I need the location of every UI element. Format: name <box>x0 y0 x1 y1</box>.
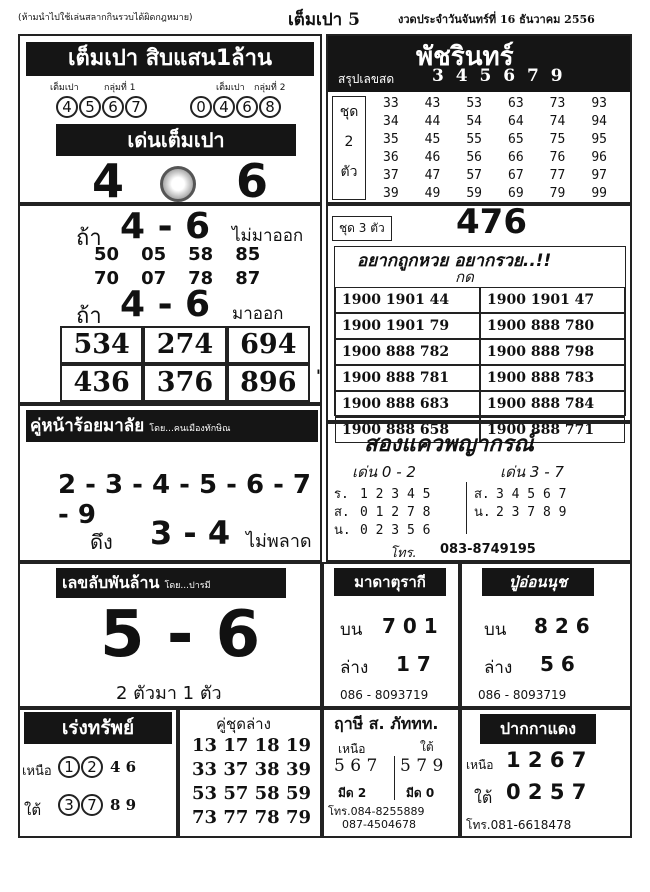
grid-number: 94 <box>591 114 607 129</box>
combo-2: 4 - 6 <box>120 284 211 325</box>
pairs-row: 33 37 38 39 <box>192 759 311 780</box>
phach-side <box>332 96 366 200</box>
den-right: 6 <box>236 154 269 208</box>
combo-1: 4 - 6 <box>120 206 211 247</box>
digit-circle: 7 <box>81 794 103 816</box>
grid-number: 57 <box>466 168 482 183</box>
rich-title: อยากถูกหวย อยากรวย..!! <box>357 251 552 271</box>
down-label: ล่าง <box>484 658 513 678</box>
nomiss-label: ไม่พลาด <box>246 531 312 552</box>
mada-up: 7 0 1 <box>382 614 438 638</box>
num: 85 <box>235 244 261 265</box>
pu-tel: 086 - 8093719 <box>478 688 567 702</box>
grid-cell: 436 <box>60 364 143 402</box>
reng-title: เร่งทรัพย์ <box>24 712 172 744</box>
song-table-right <box>474 486 626 522</box>
phone-number: 1900 888 784 <box>480 391 625 417</box>
pair-header <box>26 410 318 442</box>
grid-number: 99 <box>591 186 607 201</box>
pair-combo: 3 - 4 <box>150 514 231 552</box>
box-mada <box>322 562 460 708</box>
song-cell: 3 4 5 6 7 <box>496 487 567 502</box>
digit-circle: 3 <box>58 794 80 816</box>
num: 50 <box>94 244 120 265</box>
pairs-title: คู่ชุดล่าง <box>216 715 271 733</box>
grid-number: 75 <box>549 132 566 147</box>
pair-title: คู่หน้าร้อยมาลัย <box>30 416 145 436</box>
set3-value: 476 <box>456 202 527 242</box>
secret-sub: 2 ตัวมา 1 ตัว <box>116 683 222 704</box>
song-cell: น. <box>334 523 351 538</box>
phone-number: 1900 888 658 <box>335 417 480 443</box>
issue-date: งวดประจำวันจันทร์ที่ 16 ธันวาคม 2556 <box>398 13 595 26</box>
grid-number: 34 <box>383 114 399 129</box>
pairs-row: 73 77 78 79 <box>192 807 311 828</box>
rishi-tel2: 087-4504678 <box>342 818 416 831</box>
north-label: เหนือ <box>22 764 52 779</box>
grid-number: 56 <box>466 150 482 165</box>
red-title: ปากกาแดง <box>480 714 596 744</box>
if-label: ถ้า <box>76 304 102 329</box>
song-cell: ร. <box>334 487 349 502</box>
grid-number: 53 <box>466 96 482 111</box>
grid-cell: 694 <box>227 326 310 364</box>
pair-by: โดย...คนเมืองทักษิณ <box>149 424 231 434</box>
num: 70 <box>94 268 120 289</box>
come-label: มาออก <box>232 304 284 324</box>
song-cell: 1 2 3 4 5 <box>360 487 431 502</box>
red-tel: โทร.081-6618478 <box>466 818 572 832</box>
mark: ' <box>316 366 321 385</box>
rishi-m1: มีด 2 <box>338 786 367 800</box>
label: กลุ่มที่ 1 <box>104 83 136 93</box>
pull-label: ดึง <box>90 530 113 554</box>
phone-number: 1900 1901 47 <box>480 287 625 313</box>
divider <box>466 482 467 534</box>
pairs-list <box>192 734 311 830</box>
box-phach <box>326 34 632 204</box>
pu-down: 5 6 <box>540 652 575 676</box>
digit-circle: 8 <box>259 96 281 118</box>
grid-number: 45 <box>424 132 441 147</box>
phone-number: 1900 888 798 <box>480 339 625 365</box>
red-north: 1 2 6 7 <box>506 748 587 772</box>
secret-combo: 5 - 6 <box>100 598 261 672</box>
box-reng <box>18 708 178 838</box>
pu-title: ปู่อ่อนนุช <box>482 568 594 596</box>
grid-number: 76 <box>549 150 566 165</box>
grid-number: 67 <box>508 168 524 183</box>
num: 07 <box>141 268 167 289</box>
pu-up: 8 2 6 <box>534 614 590 638</box>
box-rich <box>326 202 632 438</box>
digit-circle: 0 <box>190 96 212 118</box>
box-rishi <box>322 708 460 838</box>
song-cell: 0 2 3 5 6 <box>360 523 431 538</box>
grid-number: 39 <box>383 186 399 201</box>
phach-title: พัชรินทร์ <box>416 42 514 72</box>
rishi-m2: มีด 0 <box>406 786 435 800</box>
box-pairs <box>178 708 322 838</box>
grid-number: 33 <box>383 96 399 111</box>
grid-number: 97 <box>591 168 607 183</box>
south-rest: 8 9 <box>110 796 137 814</box>
phone-number: 1900 888 781 <box>335 365 480 391</box>
grid-number: 74 <box>549 114 566 129</box>
grid-number: 77 <box>549 168 566 183</box>
song-tel: 083-8749195 <box>440 542 536 557</box>
den-title: เด่นเต็มเปา <box>56 124 296 156</box>
box-red <box>460 708 632 838</box>
digit-circle: 1 <box>58 756 80 778</box>
digit-circle: 7 <box>125 96 147 118</box>
grid-number: 46 <box>424 150 441 165</box>
grid-number: 66 <box>508 150 524 165</box>
red-south: 0 2 5 7 <box>506 780 587 804</box>
rich-press: กด <box>455 268 474 286</box>
pair-seq: 2 - 3 - 4 - 5 - 6 - 7 - 9 <box>58 470 312 530</box>
south-circles <box>58 794 104 816</box>
phone-number: 1900 888 771 <box>480 417 625 443</box>
side-label: ตัว <box>340 164 358 180</box>
box-pu <box>460 562 632 708</box>
south-label: ใต้ <box>24 801 42 819</box>
song-tel-label: โทร. <box>390 546 417 561</box>
pairs-row: 53 57 58 59 <box>192 783 311 804</box>
secret-header <box>56 568 286 598</box>
secret-title: เลขลับพันล้าน <box>62 573 160 592</box>
song-cell: 0 1 2 7 8 <box>360 505 431 520</box>
secret-by: โดย...ปารมี <box>164 581 211 591</box>
phach-sub: สรุปเลขสด <box>338 72 395 86</box>
mada-down: 1 7 <box>396 652 431 676</box>
south-label: ใต้ <box>474 788 493 807</box>
set3-label: ชุด 3 ตัว <box>332 216 392 241</box>
rishi-north: 5 6 7 <box>334 756 378 776</box>
rich-box <box>334 246 626 438</box>
song-cell: ส. <box>474 487 490 502</box>
page-title: เต็มเปา 5 <box>288 10 360 30</box>
group-1 <box>56 96 148 118</box>
digit-circle: 4 <box>213 96 235 118</box>
grid-number: 95 <box>591 132 607 147</box>
rishi-south: 5 7 9 <box>400 756 444 776</box>
north-label: เหนือ <box>466 758 494 772</box>
side-label: 2 <box>344 134 354 150</box>
box-pair <box>18 404 322 562</box>
grid-cell: 274 <box>143 326 226 364</box>
song-cell: 2 3 7 8 9 <box>496 505 567 520</box>
box-song <box>326 422 632 562</box>
num: 78 <box>188 268 214 289</box>
den-left: 4 <box>92 154 125 208</box>
south-label: ใต้ <box>420 740 434 754</box>
mada-title: มาดาตุรากี <box>334 568 446 596</box>
grid-number: 37 <box>383 168 399 183</box>
num: 05 <box>141 244 167 265</box>
globe-icon <box>160 166 196 202</box>
up-label: บน <box>484 620 507 640</box>
mada-tel: 086 - 8093719 <box>340 688 429 702</box>
phach-header <box>328 36 630 92</box>
grid-number: 47 <box>424 168 441 183</box>
lead-2: เด่น 3 - 7 <box>500 463 564 481</box>
song-cell: น. <box>474 505 491 520</box>
grid-number: 64 <box>508 114 524 129</box>
if-label: ถ้า <box>76 226 102 251</box>
down-label: ล่าง <box>340 658 369 678</box>
grid-number: 96 <box>591 150 607 165</box>
grid-number: 93 <box>591 96 607 111</box>
grid-number: 36 <box>383 150 399 165</box>
side-label: ชุด <box>339 104 359 120</box>
phone-number: 1900 888 782 <box>335 339 480 365</box>
digit-circle: 4 <box>56 96 78 118</box>
grid-number: 54 <box>466 114 482 129</box>
grid-number: 35 <box>383 132 399 147</box>
grid-number: 63 <box>508 96 524 111</box>
box-secret <box>18 562 322 708</box>
digit-circle: 5 <box>79 96 101 118</box>
label: กลุ่มที่ 2 <box>254 83 286 93</box>
num: 58 <box>188 244 214 265</box>
disclaimer: (ห้ามนำไปใช้เล่นสลากกินรวบได้ผิดกฎหมาย) <box>18 13 193 23</box>
grid-cell: 376 <box>143 364 226 402</box>
phach-digits: 3 4 5 6 7 9 <box>432 66 566 86</box>
song-cell: ส. <box>334 505 350 520</box>
grid-number: 65 <box>508 132 524 147</box>
box-combo <box>18 204 322 404</box>
phone-number: 1900 888 683 <box>335 391 480 417</box>
north-rest: 4 6 <box>110 758 137 776</box>
not-come-label: ไม่มาออก <box>232 226 304 246</box>
tem-pao-title: เต็มเปา สิบแสน1ล้าน <box>26 42 314 76</box>
grid-number: 49 <box>424 186 441 201</box>
grid-number: 79 <box>549 186 566 201</box>
grid-cell: 534 <box>60 326 143 364</box>
north-circles <box>58 756 104 778</box>
box-tem-pao <box>18 34 322 208</box>
song-title: สองแควพญากรณ์ <box>364 432 534 457</box>
phone-number: 1900 888 783 <box>480 365 625 391</box>
label: เต็มเปา <box>216 83 245 93</box>
grid-number: 55 <box>466 132 482 147</box>
phone-number: 1900 1901 44 <box>335 287 480 313</box>
grid-number: 59 <box>466 186 482 201</box>
grid-number: 44 <box>424 114 441 129</box>
rishi-tel1: โทร.084-8255889 <box>328 805 425 818</box>
three-digit-grid <box>60 326 310 402</box>
grid-number: 73 <box>549 96 566 111</box>
row-1 <box>94 244 260 265</box>
pairs-row: 13 17 18 19 <box>192 735 311 756</box>
num: 87 <box>235 268 261 289</box>
grid-number: 69 <box>508 186 524 201</box>
digit-circle: 6 <box>236 96 258 118</box>
digit-circle: 2 <box>81 756 103 778</box>
grid-cell: 896 <box>227 364 310 402</box>
north-label: เหนือ <box>338 742 366 756</box>
phone-number: 1900 888 780 <box>480 313 625 339</box>
phone-number: 1900 1901 79 <box>335 313 480 339</box>
group-2 <box>190 96 282 118</box>
digit-circle: 6 <box>102 96 124 118</box>
rishi-title: ฤาษี ส. ภัททท. <box>334 714 439 733</box>
up-label: บน <box>340 620 363 640</box>
phach-number-grid <box>370 96 620 201</box>
lead-1: เด่น 0 - 2 <box>352 463 416 481</box>
label: เต็มเปา <box>50 83 79 93</box>
divider <box>394 756 395 800</box>
phone-grid <box>335 287 625 443</box>
grid-number: 43 <box>424 96 441 111</box>
